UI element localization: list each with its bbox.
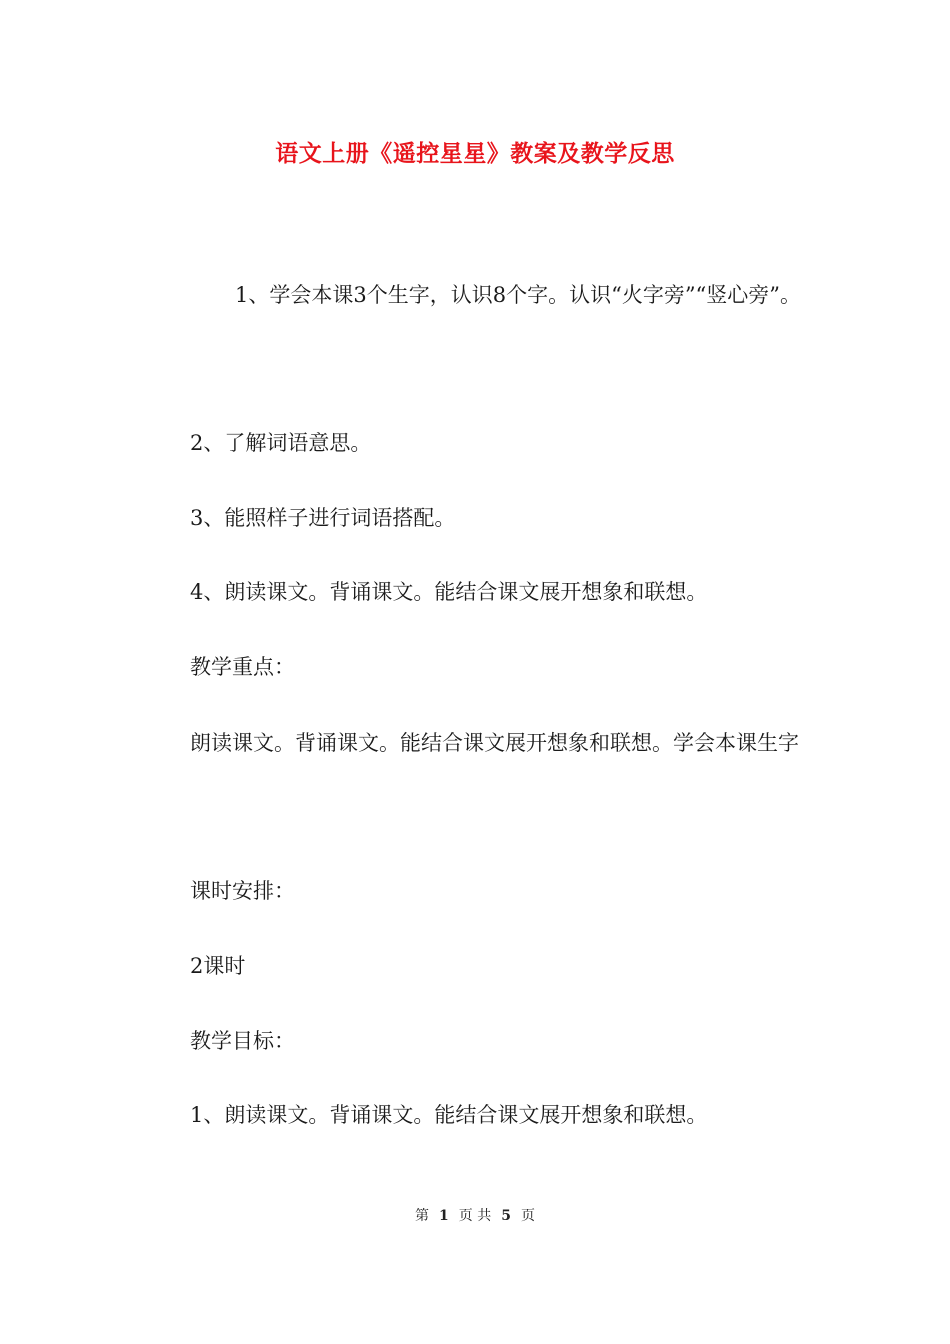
total-pages-number: 5 bbox=[501, 1208, 511, 1224]
footer-middle: 页 共 bbox=[458, 1208, 492, 1224]
paragraph-objective-3: 3、能照样子进行词语搭配。 bbox=[190, 506, 456, 530]
heading-schedule: 课时安排： bbox=[190, 879, 295, 903]
paragraph-objective-4: 4、朗读课文。背诵课文。能结合课文展开想象和联想。 bbox=[190, 580, 708, 604]
page-footer bbox=[0, 1206, 950, 1226]
heading-teaching-goals: 教学目标： bbox=[190, 1029, 295, 1053]
document-title: 语文上册《遥控星星》教案及教学反思 bbox=[275, 140, 675, 167]
heading-key-points: 教学重点： bbox=[190, 655, 295, 679]
paragraph-teaching-goal-1: 1、朗读课文。背诵课文。能结合课文展开想象和联想。 bbox=[190, 1103, 708, 1127]
current-page-number: 1 bbox=[439, 1208, 449, 1224]
paragraph-objective-2: 2、了解词语意思。 bbox=[190, 431, 372, 455]
paragraph-objective-1: 1、学会本课3个生字，认识8个字。认识“火字旁”“竖心旁”。 bbox=[235, 283, 802, 307]
paragraph-key-points: 朗读课文。背诵课文。能结合课文展开想象和联想。学会本课生字 bbox=[190, 731, 799, 755]
footer-suffix: 页 bbox=[520, 1208, 535, 1224]
paragraph-schedule: 2课时 bbox=[190, 954, 246, 978]
footer-prefix: 第 bbox=[415, 1208, 430, 1224]
